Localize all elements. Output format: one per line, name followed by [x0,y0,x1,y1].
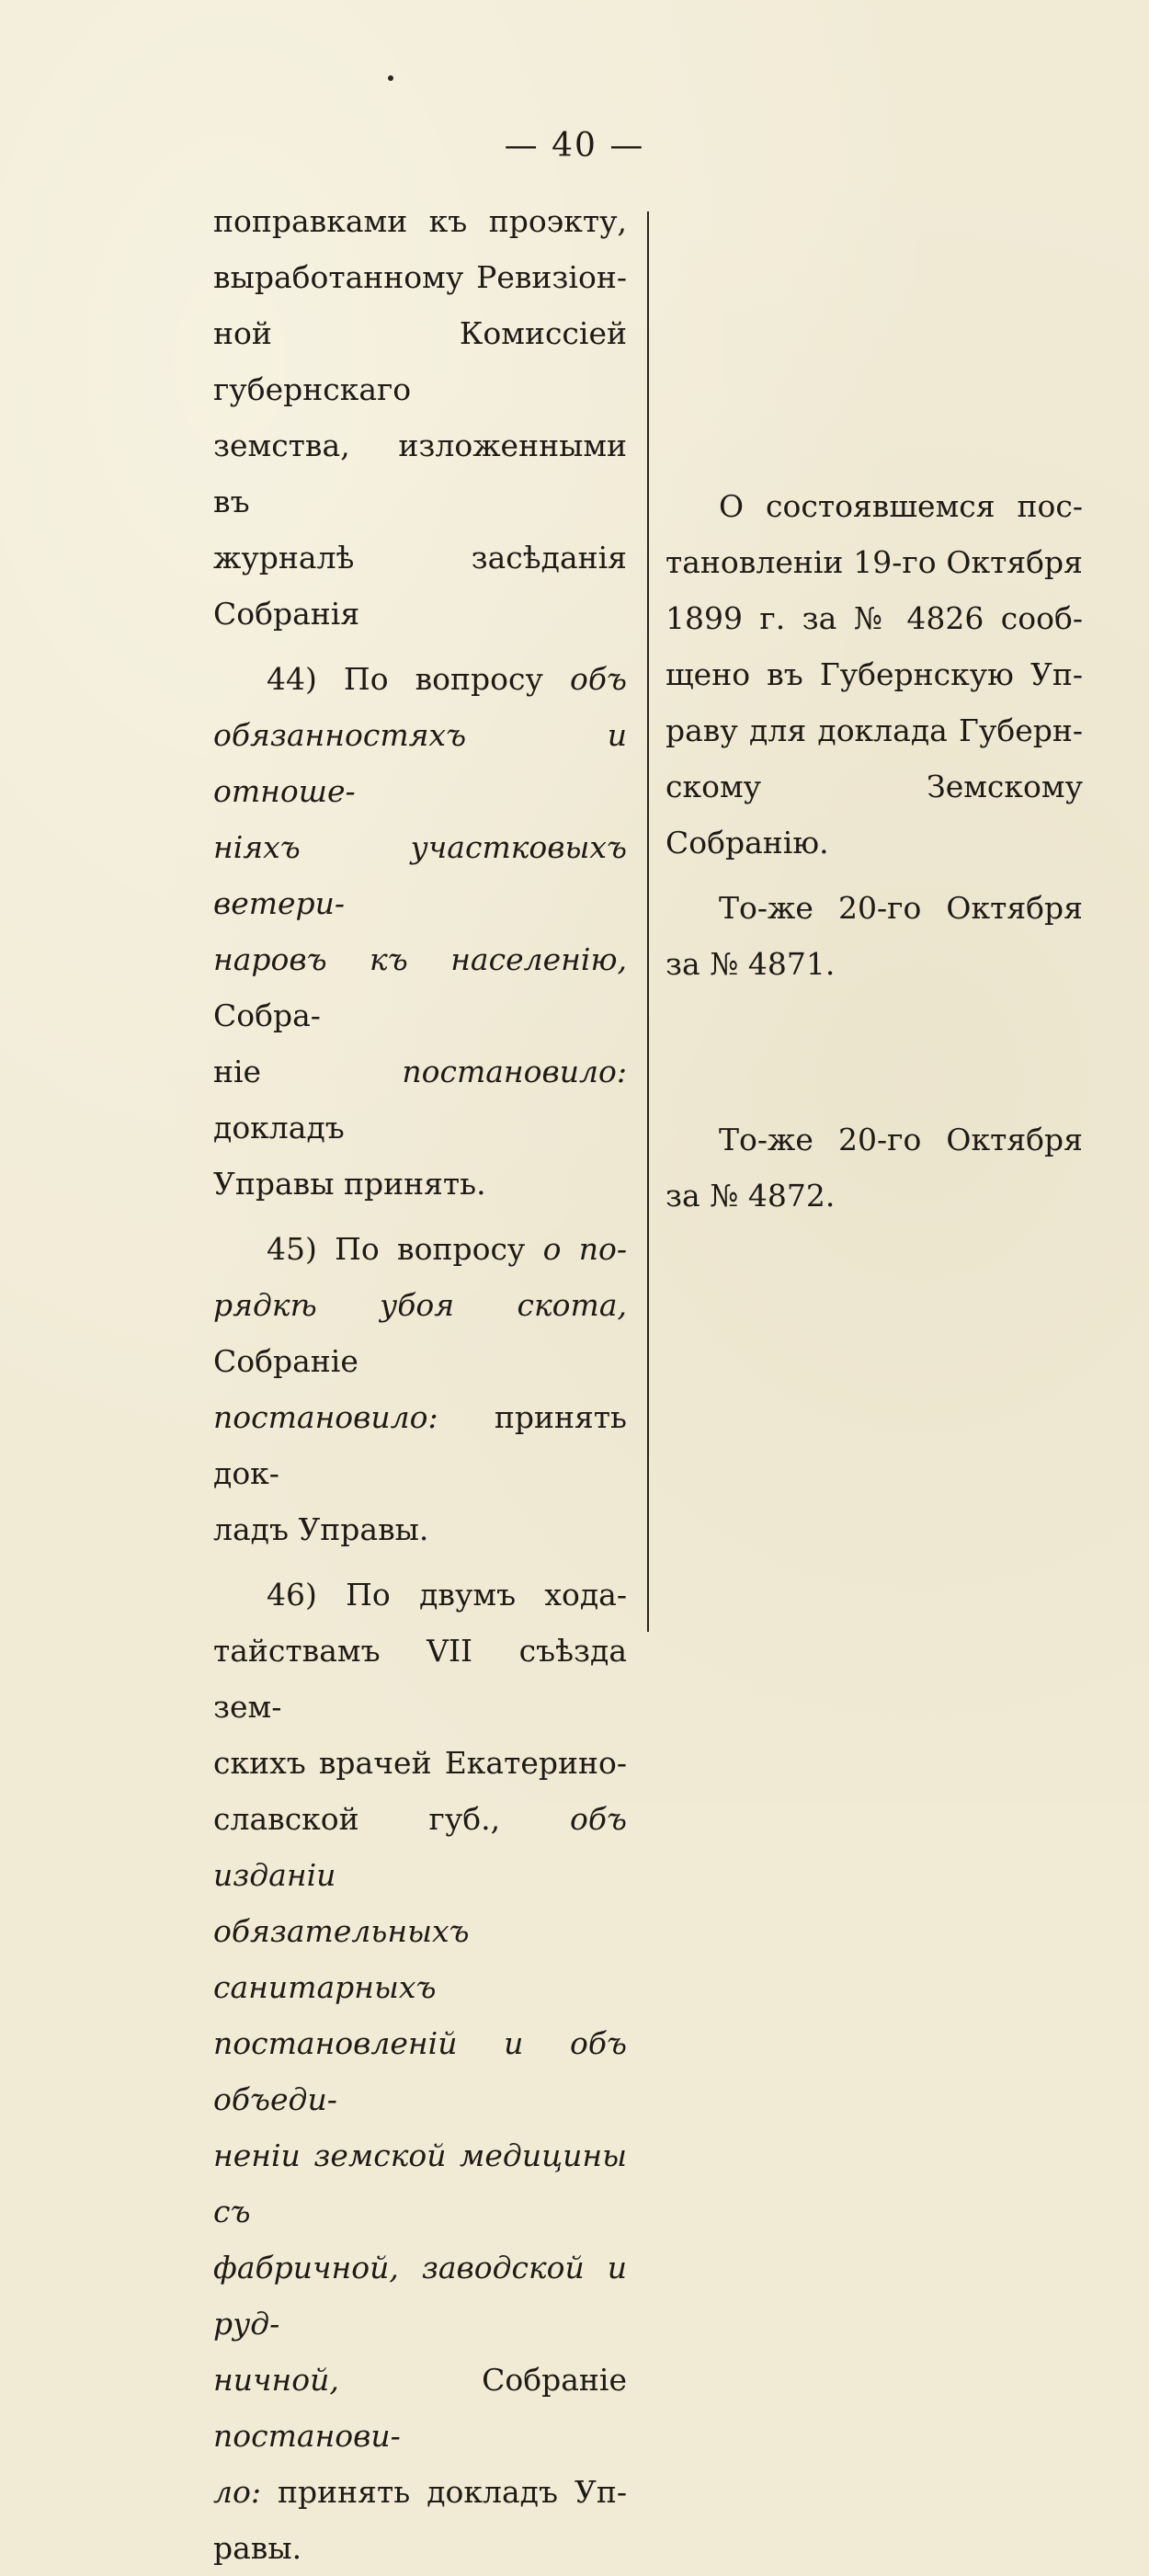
text-line [213,1735,627,1791]
text-run: тайствамъ VII съѣзда зем- [213,1633,627,1725]
italic-run: обязательныхъ санитарныхъ [213,1913,470,2005]
text-line: скому Земскому Собранію. [666,769,1083,861]
item-44 [213,651,627,1212]
text-line [213,1389,627,1501]
text-run: ладъ Управы. [213,1511,429,1547]
text-line [213,1903,627,2015]
italic-run: о по- [542,1231,627,1267]
text-line [213,2464,627,2520]
italic-run: объ [569,661,627,697]
text-line [213,1791,627,1903]
text-line: земства, изложенными въ [213,427,627,519]
text-line: То-же 20-го Октября [719,1122,1083,1157]
text-run: 44) По вопросу [267,661,570,697]
italic-run: ничной, [213,2362,339,2398]
text-run: 45) По вопросу [267,1231,543,1267]
note-resolution-4826 [666,478,1083,871]
text-line: тановленіи 19-го Октября [666,544,1083,580]
italic-run: объ изданіи [213,1801,627,1893]
italic-run: постановило: [213,1399,438,1435]
text-line [213,1623,627,1735]
text-run: 46) По двумъ хода- [267,1577,627,1613]
italic-run: постановило: [402,1054,627,1089]
note-resolution-4872 [666,1111,1083,1224]
text-line [213,2352,627,2464]
text-run: скихъ врачей Екатерино- [213,1745,627,1781]
text-line: журналѣ засѣданія Собранія [213,540,627,632]
text-line: ной Комиссіей губернскаго [213,315,627,407]
text-line: за № 4872. [666,1178,836,1214]
text-line: О состоявшемся пос- [719,488,1083,524]
text-line [213,1043,627,1156]
italic-run: постанови- [213,2418,401,2454]
text-line: за № 4871. [666,946,836,982]
text-run: докладъ [213,1110,345,1146]
text-line: поправками къ проэкту, [213,203,627,239]
text-run: Собра- [213,997,321,1033]
italic-run: ніяхъ участковыхъ ветери- [213,829,627,921]
text-line [213,651,627,707]
paragraph-continued [213,193,627,642]
text-run: Собраніе [213,1343,358,1379]
text-run: Собраніе [338,2362,627,2398]
text-line [213,931,627,1043]
text-run: ніе [213,1054,403,1089]
note-resolution-4871 [666,880,1083,992]
text-line [213,2015,627,2127]
text-run: принять док- [213,1399,627,1491]
text-line [213,2240,627,2352]
italic-run: ло: [213,2474,261,2510]
text-run: Управы принять. [213,1166,486,1202]
text-line [213,1567,627,1623]
text-line [213,2127,627,2240]
text-line [213,1156,627,1212]
text-line [213,1221,627,1277]
right-column [666,478,1083,1224]
ink-speck [388,75,393,81]
page-number: — 40 — [504,127,645,165]
italic-run: наровъ къ населенію, [213,941,627,977]
item-46 [213,1567,627,2576]
text-run: славской губ., [213,1801,570,1837]
italic-run: фабричной, заводской и руд- [213,2250,627,2342]
column-divider [647,211,649,1632]
text-line: выработанному Ревизіон- [213,259,627,295]
text-line [213,2520,627,2576]
left-column [213,193,627,2576]
italic-run: обязанностяхъ и отноше- [213,717,627,809]
text-line [213,707,627,819]
italic-run: рядкѣ убоя скота, [213,1287,627,1323]
text-run: равы. [213,2530,302,2566]
text-line [213,1277,627,1389]
italic-run: постановленій и объ объеди- [213,2025,627,2117]
text-line [213,819,627,931]
italic-run: неніи земской медицины съ [213,2137,627,2229]
item-45 [213,1221,627,1557]
text-line: щено въ Губернскую Уп- [666,656,1083,692]
text-line: раву для доклада Губерн- [666,712,1083,748]
text-line [213,1501,627,1557]
text-run: принять докладъ Уп- [261,2474,627,2510]
text-line: 1899 г. за № 4826 сооб- [666,600,1083,636]
text-line: То-же 20-го Октября [719,890,1083,926]
